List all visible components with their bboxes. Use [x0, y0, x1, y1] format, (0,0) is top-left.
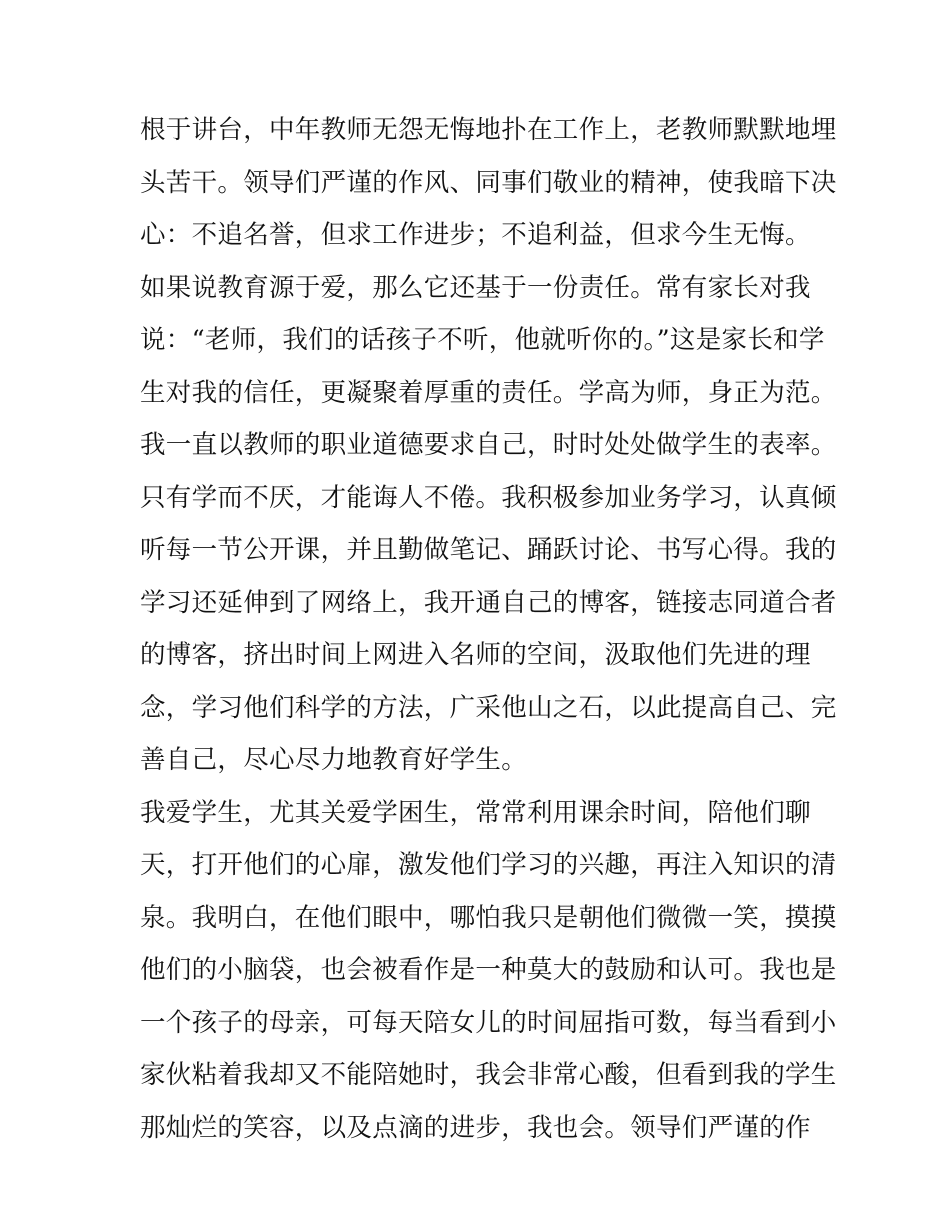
text-line: 头苦干。领导们严谨的作风、同事们敬业的精神，使我暗下决: [140, 167, 837, 198]
text-line: 生对我的信任，更凝聚着厚重的责任。学高为师，身正为范。: [140, 377, 837, 408]
text-line: 如果说教育源于爱，那么它还基于一份责任。常有家长对我: [140, 272, 811, 303]
text-line: 我爱学生，尤其关爱学困生，常常利用课余时间，陪他们聊: [140, 797, 811, 828]
text-line: 念，学习他们科学的方法，广采他山之石，以此提高自己、完: [140, 692, 837, 723]
text-line: 学习还延伸到了网络上，我开通自己的博客，链接志同道合者: [140, 587, 837, 618]
text-line: 他们的小脑袋，也会被看作是一种莫大的鼓励和认可。我也是: [140, 955, 837, 985]
text-line: 天，打开他们的心扉，激发他们学习的兴趣，再注入知识的清: [140, 850, 837, 880]
document-body: [140, 104, 837, 1154]
text-line: 家伙粘着我却又不能陪她时，我会非常心酸，但看到我的学生: [140, 1060, 837, 1090]
text-line: 我一直以教师的职业道德要求自己，时时处处做学生的表率。: [140, 430, 837, 460]
text-line: 的博客，挤出时间上网进入名师的空间，汲取他们先进的理: [140, 640, 811, 670]
text-line: 一个孩子的母亲，可每天陪女儿的时间屈指可数，每当看到小: [140, 1007, 837, 1038]
text-line: 心：不追名誉，但求工作进步；不追利益，但求今生无悔。: [140, 220, 811, 250]
text-line: 根于讲台，中年教师无怨无悔地扑在工作上，老教师默默地埋: [140, 115, 837, 145]
text-line: 那灿烂的笑容，以及点滴的进步，我也会。领导们严谨的作: [140, 1112, 811, 1143]
text-line: 只有学而不厌，才能诲人不倦。我积极参加业务学习，认真倾: [140, 482, 837, 513]
text-line: 泉。我明白，在他们眼中，哪怕我只是朝他们微微一笑，摸摸: [140, 902, 837, 933]
text-line: 听每一节公开课，并且勤做笔记、踊跃讨论、书写心得。我的: [140, 535, 837, 565]
text-line: 善自己，尽心尽力地教育好学生。: [140, 745, 528, 775]
text-line: 说：“老师，我们的话孩子不听，他就听你的。”这是家长和学: [140, 325, 825, 355]
